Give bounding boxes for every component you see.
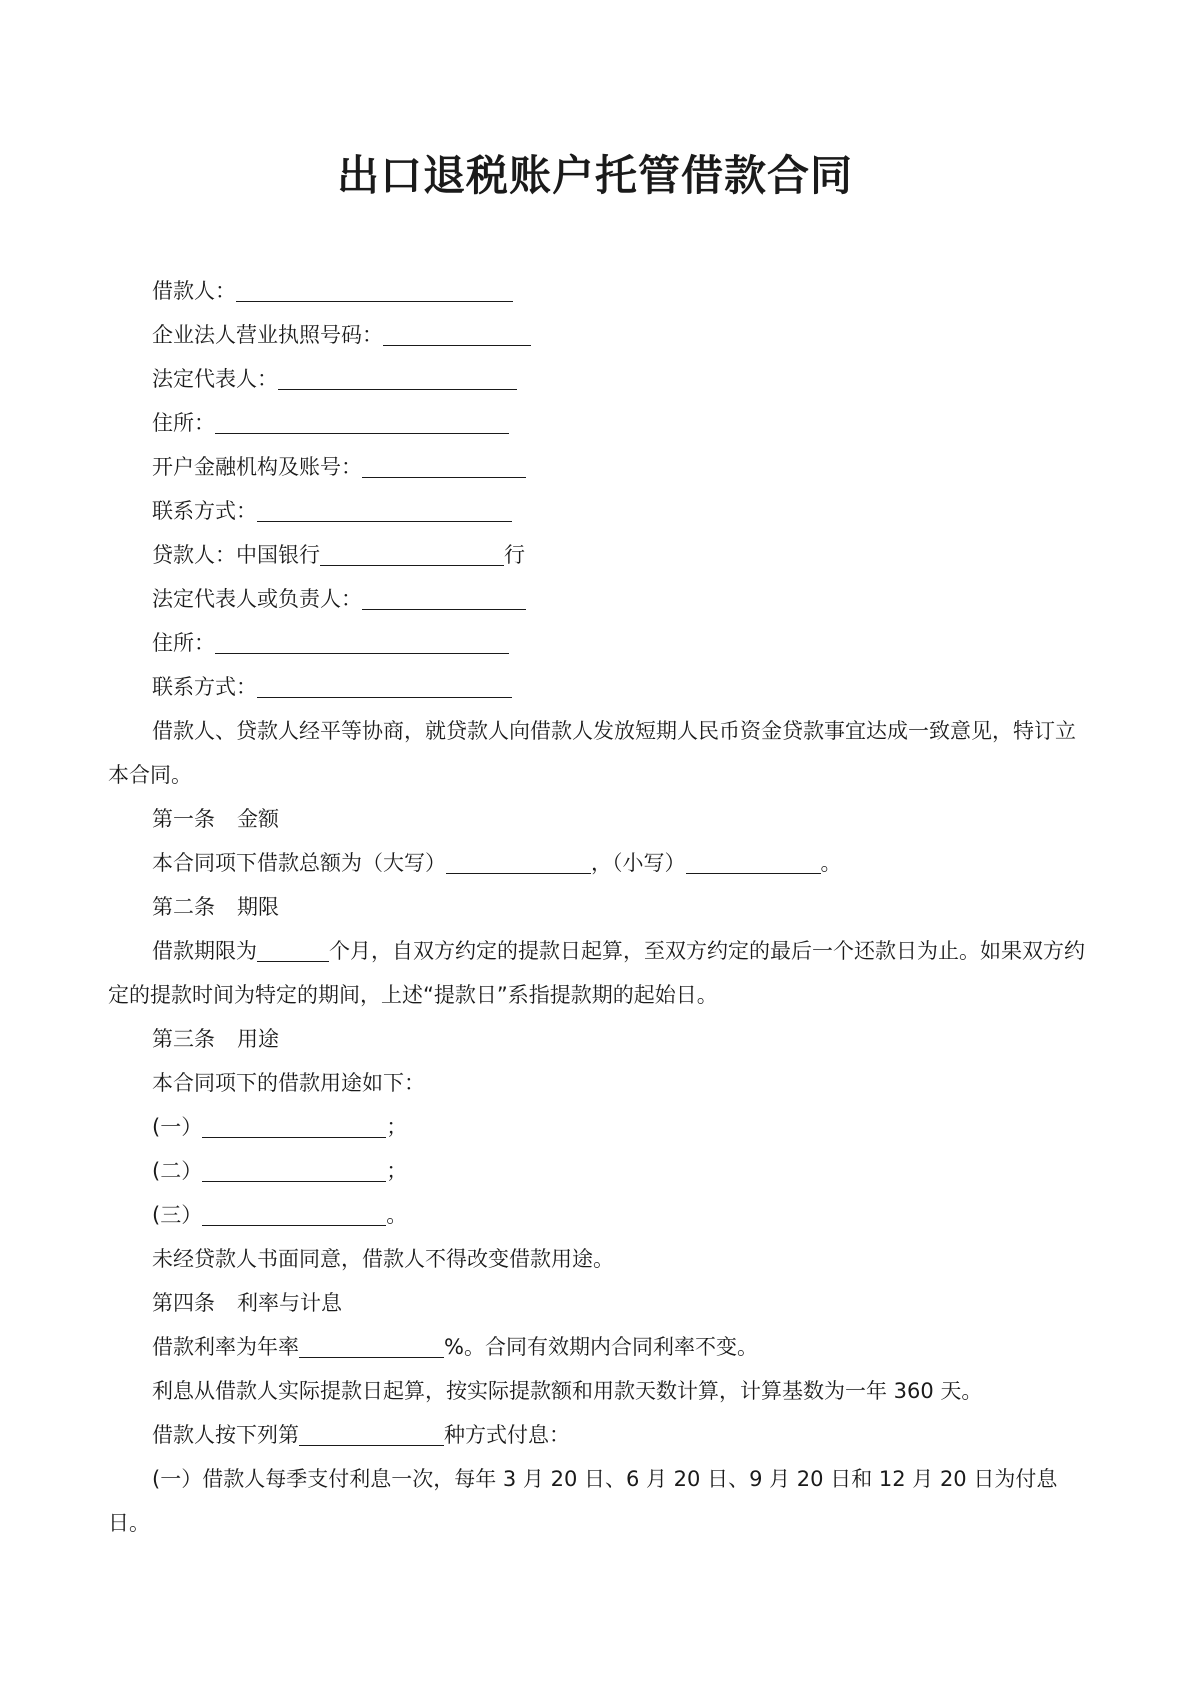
amount-figures-blank[interactable]	[686, 849, 821, 874]
article3-restriction: 未经贷款人书面同意，借款人不得改变借款用途。	[152, 1247, 614, 1271]
article2-text-a: 借款期限为	[152, 939, 257, 963]
lender-suffix: 行	[504, 543, 525, 567]
lender-label: 贷款人：中国银行	[152, 543, 320, 567]
license-label: 企业法人营业执照号码：	[152, 323, 383, 347]
lender-contact-line	[108, 665, 1088, 709]
method-text-b: 种方式付息：	[444, 1423, 570, 1447]
article1-text-a: 本合同项下借款总额为（大写）	[152, 851, 446, 875]
bank-account-label: 开户金融机构及账号：	[152, 455, 362, 479]
borrower-label: 借款人：	[152, 279, 236, 303]
lender-contact-label: 联系方式：	[152, 675, 257, 699]
legal-rep-line	[108, 357, 1088, 401]
address-label: 住所：	[152, 411, 215, 435]
purpose-blank-1[interactable]	[202, 1113, 386, 1138]
article2-number: 第二条	[152, 895, 215, 919]
legal-rep-label: 法定代表人：	[152, 367, 278, 391]
borrower-blank[interactable]	[236, 277, 513, 302]
lender-line	[108, 533, 1088, 577]
article3-name: 用途	[237, 1027, 279, 1051]
lender-address-blank[interactable]	[215, 629, 509, 654]
contact-label: 联系方式：	[152, 499, 257, 523]
lender-branch-blank[interactable]	[320, 541, 504, 566]
lender-address-label: 住所：	[152, 631, 215, 655]
bank-account-blank[interactable]	[362, 453, 526, 478]
payment-method-line	[108, 1413, 1088, 1457]
article2-term-paragraph	[108, 929, 1088, 1017]
lender-rep-line	[108, 577, 1088, 621]
purpose-item	[108, 1193, 1088, 1237]
license-blank[interactable]	[383, 321, 531, 346]
purpose-item	[108, 1149, 1088, 1193]
article3-intro: 本合同项下的借款用途如下：	[152, 1071, 425, 1095]
borrower-line	[108, 269, 1088, 313]
payment-method-blank[interactable]	[299, 1421, 444, 1446]
term-months-blank[interactable]	[257, 937, 329, 962]
lender-contact-blank[interactable]	[257, 673, 512, 698]
article2-name: 期限	[237, 895, 279, 919]
rate-text-b: %。合同有效期内合同利率不变。	[444, 1335, 758, 1359]
article4-heading	[108, 1281, 1088, 1325]
purpose-item-label: (三）	[152, 1203, 203, 1227]
rate-text-a: 借款利率为年率	[152, 1335, 299, 1359]
contract-body	[108, 269, 1088, 1545]
article1-amount-line	[108, 841, 1088, 885]
bank-account-line	[108, 445, 1088, 489]
purpose-item-end: 。	[386, 1203, 408, 1227]
legal-rep-blank[interactable]	[278, 365, 517, 390]
interest-calc-line: 利息从借款人实际提款日起算，按实际提款额和用款天数计算，计算基数为一年 360 天。	[152, 1379, 983, 1403]
amount-words-blank[interactable]	[446, 849, 591, 874]
license-line	[108, 313, 1088, 357]
article3-heading	[108, 1017, 1088, 1061]
page-title: 出口退税账户托管借款合同	[336, 151, 853, 200]
contact-line	[108, 489, 1088, 533]
article1-heading	[108, 797, 1088, 841]
lender-rep-label: 法定代表人或负责人：	[152, 587, 362, 611]
purpose-item-label: (二）	[152, 1159, 203, 1183]
article4-name: 利率与计息	[237, 1291, 342, 1315]
method-text-a: 借款人按下列第	[152, 1423, 299, 1447]
purpose-item	[108, 1105, 1088, 1149]
payment-option-1: (一）借款人每季支付利息一次，每年 3 月 20 日、6 月 20 日、9 月 20 日和 12 月 20 日为付息日。	[108, 1467, 1058, 1535]
article2-heading	[108, 885, 1088, 929]
article2-text-b: 个月，自双方约定的提款日起算，至双方约定的最后一个还款日为止。如果双方约定的提款时间为特定的期间，上述“提款日”系指提款期的起始日。	[108, 939, 1085, 1007]
article1-text-b: ，（小写）	[591, 851, 686, 875]
article1-text-c: 。	[820, 851, 842, 875]
preamble: 借款人、贷款人经平等协商，就贷款人向借款人发放短期人民币资金贷款事宜达成一致意见，特订立本合同。	[108, 719, 1076, 787]
purpose-item-end: ；	[386, 1159, 408, 1183]
article4-number: 第四条	[152, 1291, 215, 1315]
article1-name: 金额	[237, 807, 279, 831]
purpose-item-label: (一）	[152, 1115, 203, 1139]
purpose-item-end: ；	[386, 1115, 408, 1139]
address-blank[interactable]	[215, 409, 509, 434]
interest-rate-line	[108, 1325, 1088, 1369]
purpose-blank-2[interactable]	[202, 1157, 386, 1182]
lender-address-line	[108, 621, 1088, 665]
address-line	[108, 401, 1088, 445]
lender-rep-blank[interactable]	[362, 585, 526, 610]
annual-rate-blank[interactable]	[299, 1333, 444, 1358]
article1-number: 第一条	[152, 807, 215, 831]
purpose-blank-3[interactable]	[202, 1201, 386, 1226]
article3-number: 第三条	[152, 1027, 215, 1051]
contact-blank[interactable]	[257, 497, 512, 522]
